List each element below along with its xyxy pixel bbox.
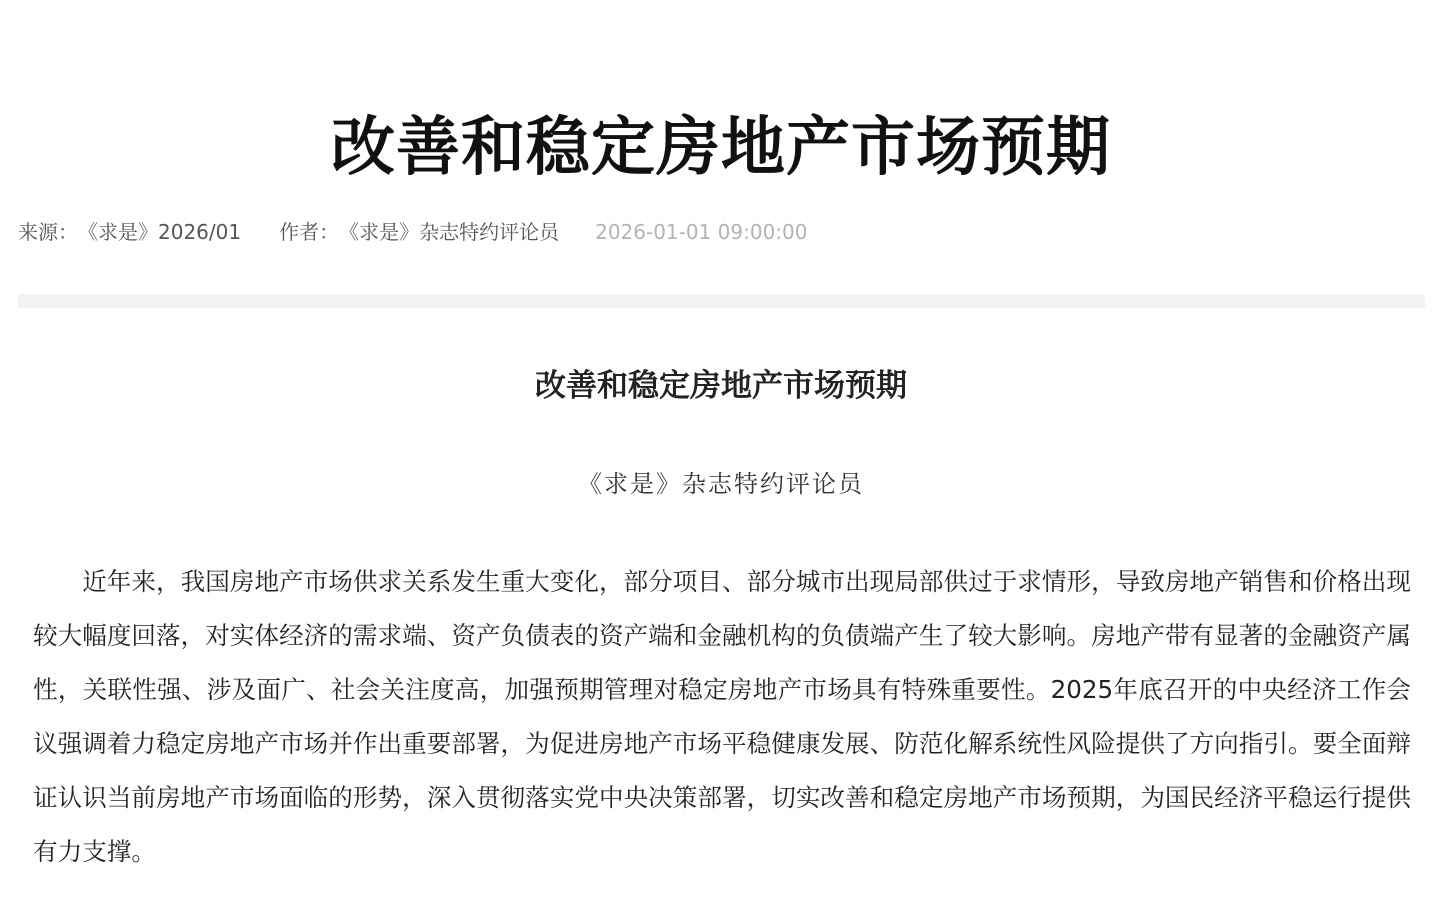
meta-author-label: 作者：: [279, 220, 340, 244]
article-meta-bar: [18, 218, 808, 246]
meta-source-label: 来源：: [18, 220, 78, 244]
meta-source-value: 《求是》2026/01: [78, 220, 242, 244]
article-heading: 改善和稳定房地产市场预期: [535, 368, 907, 404]
article-byline: 《求是》杂志特约评论员: [578, 470, 864, 498]
section-divider: [18, 294, 1425, 308]
meta-author-value: 《求是》杂志特约评论员: [339, 220, 560, 244]
meta-published-date: 2026-01-01 09:00:00: [595, 220, 808, 244]
page-title: 改善和稳定房地产市场预期: [331, 111, 1111, 185]
meta-author: [279, 218, 559, 246]
article-paragraph: 近年来，我国房地产市场供求关系发生重大变化，部分项目、部分城市出现局部供过于求情形，导致房地产销售和价格出现较大幅度回落，对实体经济的需求端、资产负债表的资产端和金融机构的负债端产生了较大影响。房地产带有显著的金融资产属性，关联性强、涉及面广、社会关注度高，加强预期管理对稳定房地产市场具有特殊重要性。2025年底召开的中央经济工作会议强调着力稳定房地产市场并作出重要部署，为促进房地产市场平稳健康发展、防范化解系统性风险提供了方向指引。要全面辩证认识当前房地产市场面临的形势，深入贯彻落实党中央决策部署，切实改善和稳定房地产市场预期，为国民经济平稳运行提供有力支撑。: [33, 567, 1411, 866]
meta-source: [18, 218, 241, 246]
